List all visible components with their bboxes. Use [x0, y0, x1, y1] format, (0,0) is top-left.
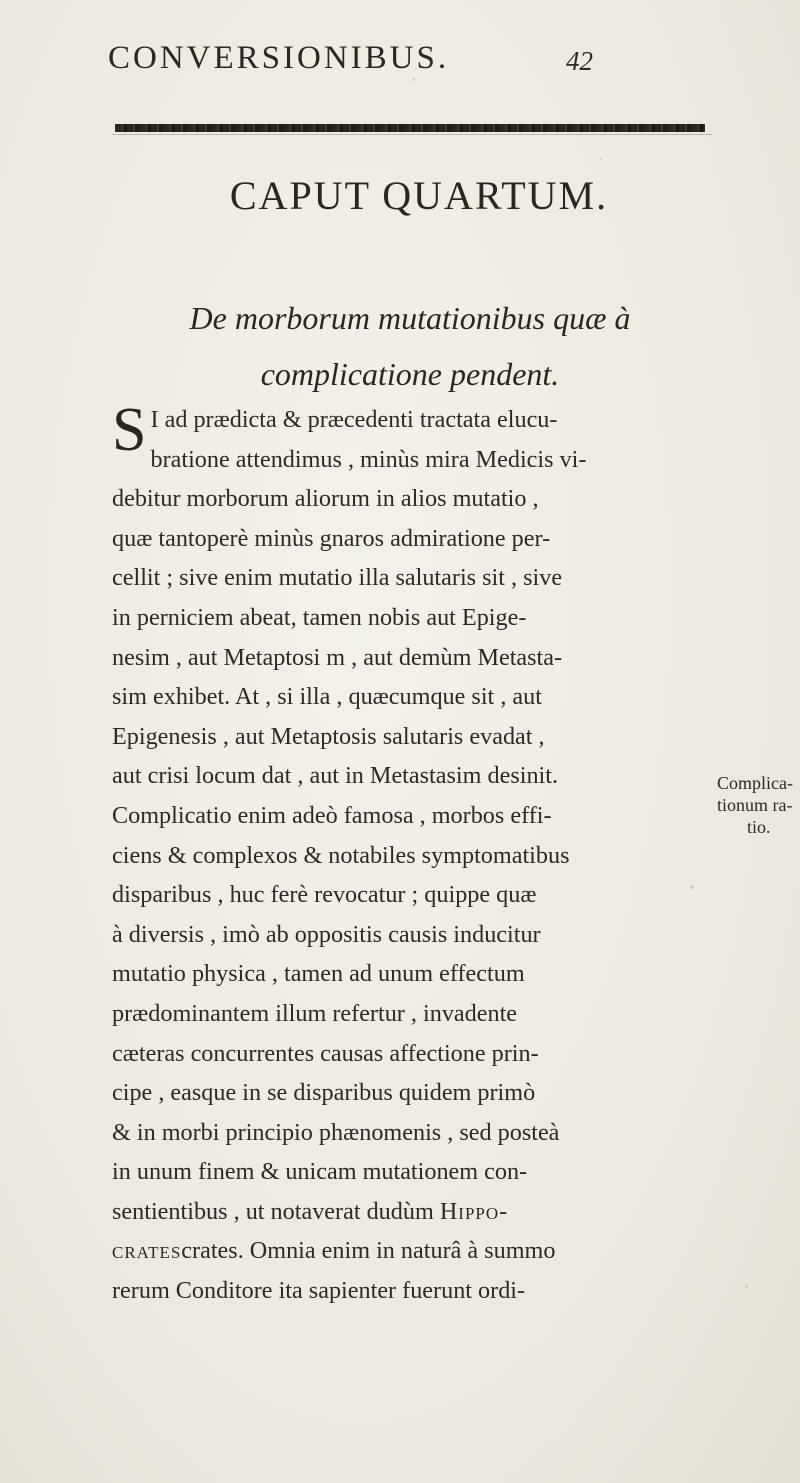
paper-speck: [690, 885, 694, 889]
text-line: quæ tantoperè minùs gnaros admiratione per-: [112, 524, 551, 552]
drop-capital: S: [112, 396, 147, 464]
text-line: sim exhibet. At , si illa , quæcumque sit , aut: [112, 683, 542, 711]
chapter-title: CAPUT QUARTUM.: [229, 173, 609, 218]
text-line-with-author: [112, 1231, 712, 1271]
paper-speck: [600, 158, 602, 160]
text-line: aut crisi locum dat , aut in Metastasim desinit.: [112, 762, 559, 790]
text-line: mutatio physica , tamen ad unum effectum: [112, 960, 525, 988]
paper-speck: [745, 1285, 748, 1288]
paper-speck: [412, 78, 415, 81]
text-line: bratione attendimus , minùs mira Medicis vi-: [150, 445, 587, 473]
text-line: in unum finem & unicam mutationem con-: [112, 1158, 528, 1186]
text-line: I ad prædicta & præcedenti tractata elucu-: [150, 406, 558, 433]
text-line-with-author: [112, 1192, 712, 1232]
body-text: [112, 396, 712, 1311]
text-fragment: crates. Omnia enim in naturâ à summo: [181, 1237, 556, 1265]
chapter-subtitle: [110, 290, 710, 402]
marginal-note-line: tio.: [747, 817, 771, 837]
text-line: à diversis , imò ab oppositis causis inducitur: [112, 920, 541, 948]
author-name: Hippo-: [439, 1197, 509, 1225]
text-line: cæteras concurrentes causas affectione prin-: [112, 1039, 539, 1067]
ornamental-rule: [115, 124, 705, 132]
text-line: cellit ; sive enim mutatio illa salutaris sit , sive: [112, 564, 563, 592]
text-line: prædominantem illum refertur , invadente: [112, 999, 518, 1027]
marginal-note-line: Complica-: [717, 773, 793, 793]
text-line: disparibus , huc ferè revocatur ; quippe quæ: [112, 881, 537, 909]
text-line: in perniciem abeat, tamen nobis aut Epige-: [112, 603, 527, 631]
text-line: Epigenesis , aut Metaptosis salutaris evadat ,: [112, 722, 545, 750]
running-head: [0, 40, 800, 90]
marginal-note: [717, 772, 799, 838]
text-line: debitur morborum aliorum in alios mutatio ,: [112, 485, 539, 513]
rule-underline: [112, 134, 712, 135]
subtitle-line: De morborum mutationibus quæ à: [189, 300, 631, 336]
text-line: nesim , aut Metaptosi m , aut demùm Metasta-: [112, 643, 563, 671]
author-name-continued: crates: [112, 1237, 182, 1265]
text-line: & in morbi principio phænomenis , sed posteà: [112, 1118, 560, 1146]
marginal-note-line: tionum ra-: [717, 795, 793, 815]
text-line: ciens & complexos & notabiles symptomatibus: [112, 841, 570, 869]
text-line: rerum Conditore ita sapienter fuerunt ordi-: [112, 1277, 526, 1305]
subtitle-line: complicatione pendent.: [260, 356, 560, 392]
text-line: cipe , easque in se disparibus quidem primò: [112, 1079, 536, 1107]
running-title: CONVERSIONIBUS.: [108, 40, 450, 76]
text-fragment: sentientibus , ut notaverat dudùm: [112, 1197, 440, 1225]
text-line: Complicatio enim adeò famosa , morbos effi-: [112, 801, 552, 829]
page-number: 42: [566, 46, 593, 76]
